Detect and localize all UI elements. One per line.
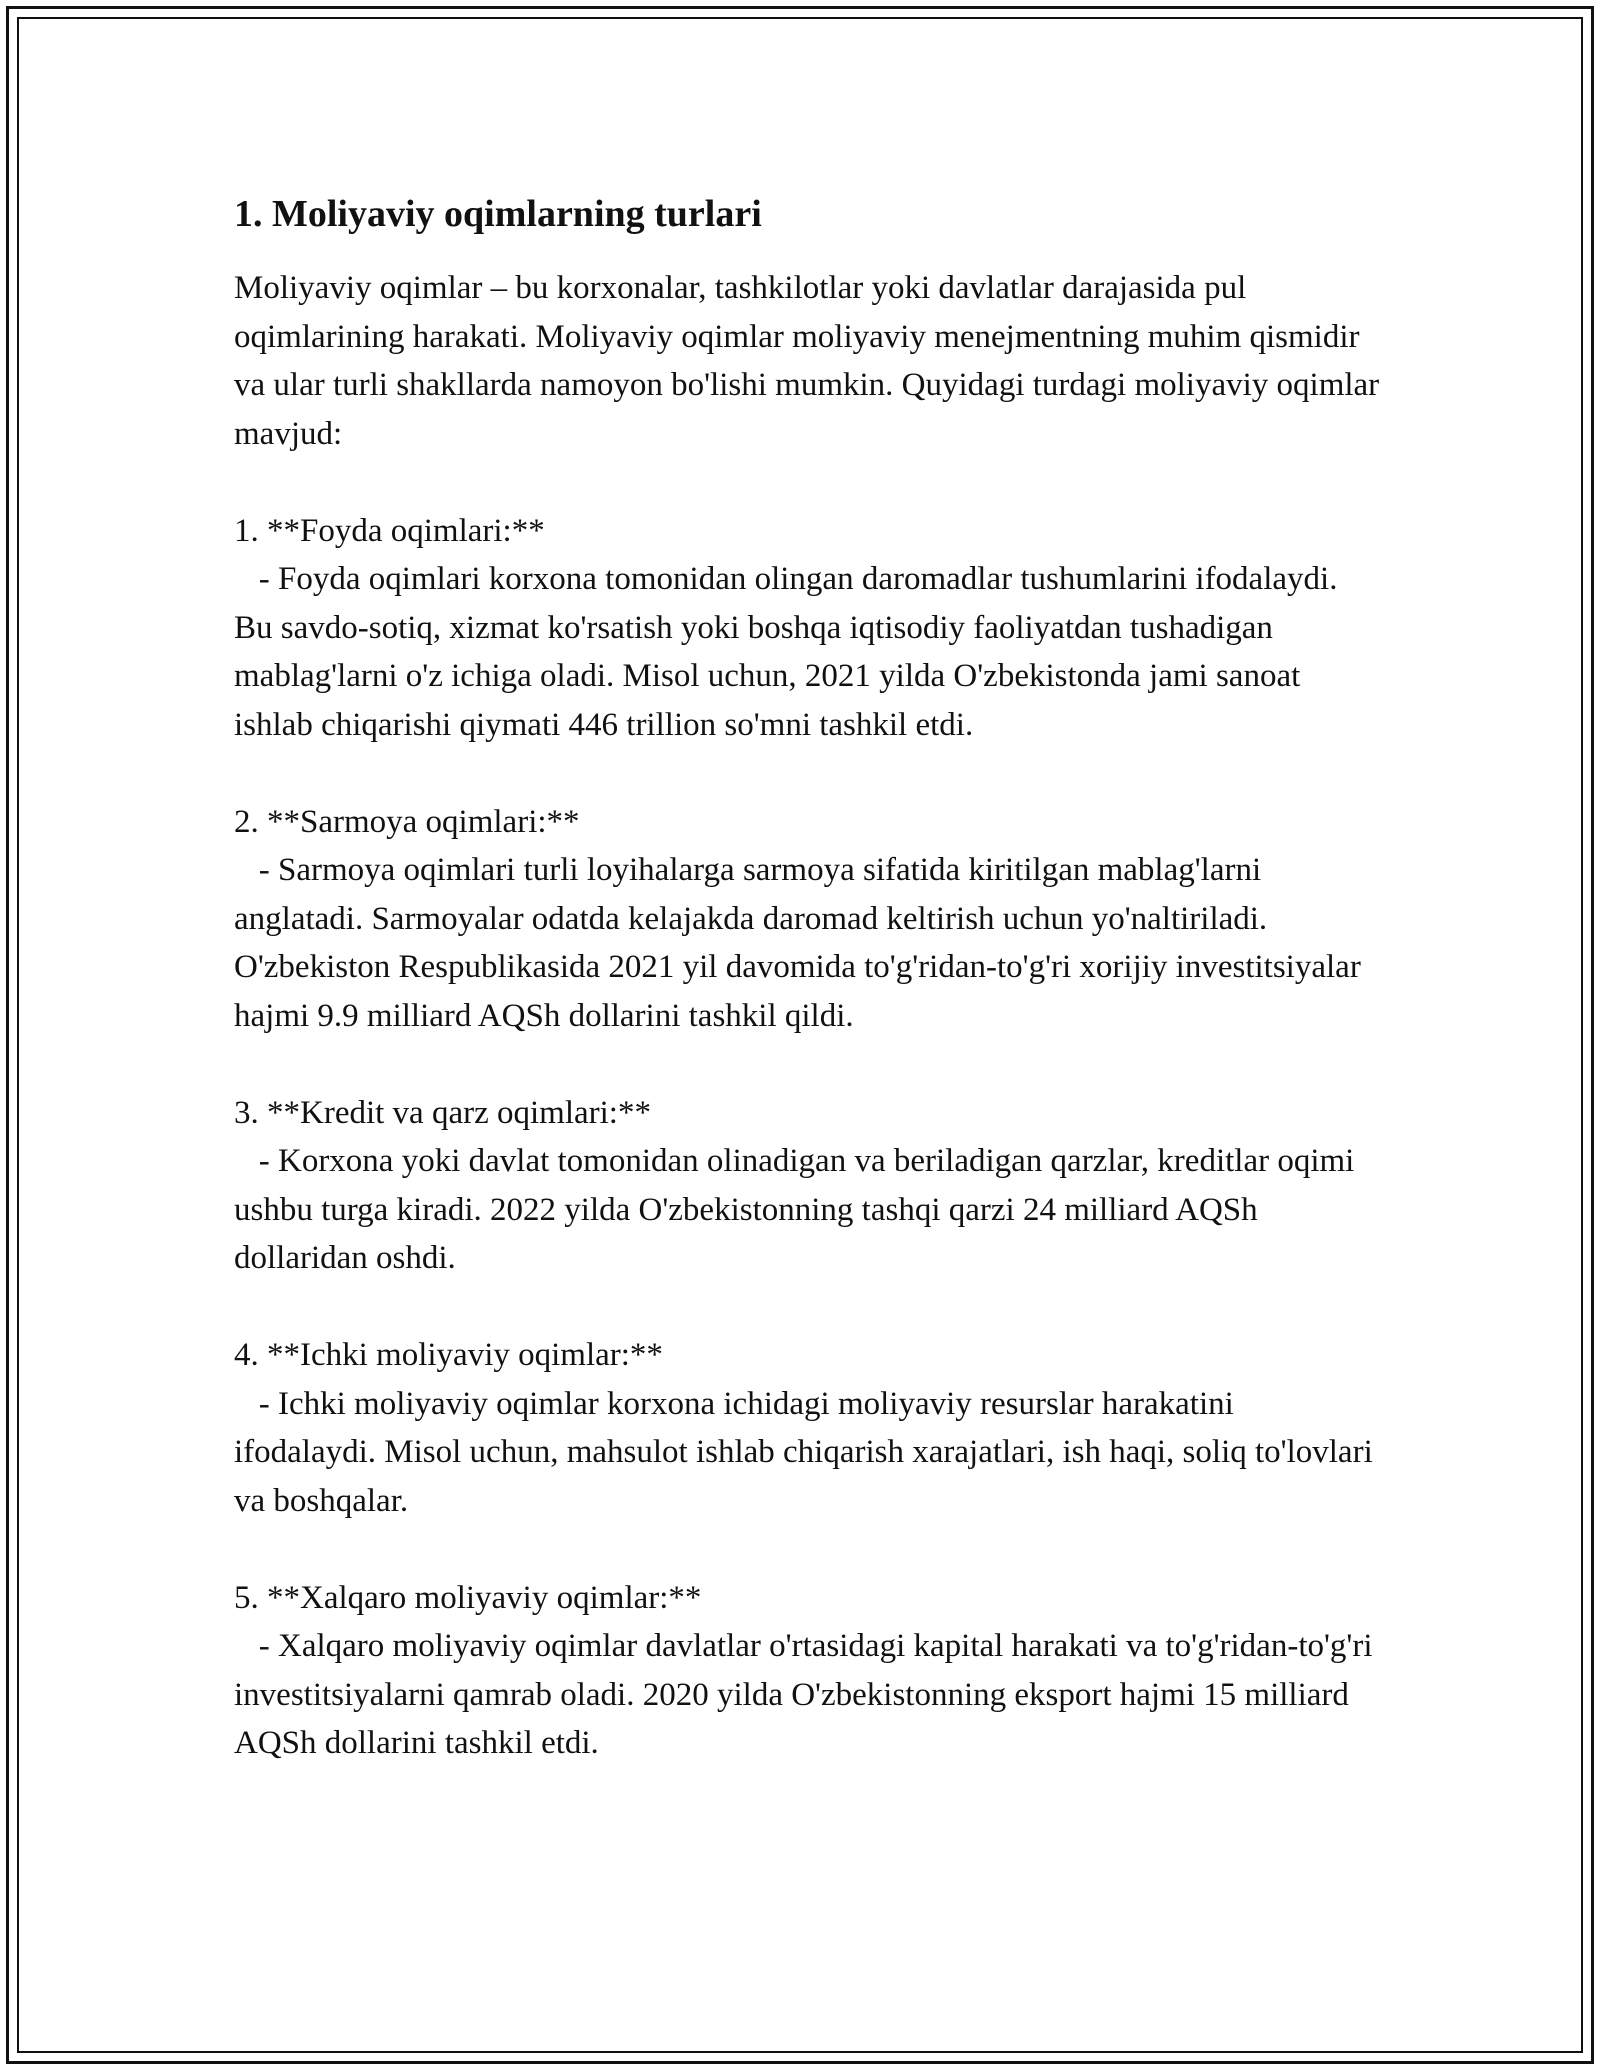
section-body: - Foyda oqimlari korxona tomonidan olingan daromadlar tushumlarini ifodalaydi. Bu savdo-sotiq, xizmat ko'rsatish yoki boshqa iqtisodiy faoliyatdan tushadigan mablag'larni o'z ichiga oladi. Misol uchun, 2021 yilda O'zbekistonda jami sanoat ishlab chiqarishi qiymati 446 trillion so'mni tashkil etdi. [234,561,1346,743]
section-5 [234,1574,1384,1768]
document-content [234,186,1388,1768]
section-body: - Ichki moliyaviy oqimlar korxona ichidagi moliyaviy resurslar harakatini ifodalaydi. Misol uchun, mahsulot ishlab chiqarish xarajatlari, ish haqi, soliq to'lovlari va boshqalar. [234,1385,1381,1519]
section-body: - Xalqaro moliyaviy oqimlar davlatlar o'rtasidagi kapital harakati va to'g'ridan-to'g'ri investitsiyalarni qamrab oladi. 2020 yilda O'zbekistonning eksport hajmi 15 milliard AQSh dollarini tashkil etdi. [234,1628,1381,1761]
section-heading: 1. **Foyda oqimlari:** [234,512,545,549]
section-4 [234,1331,1384,1525]
section-heading: 2. **Sarmoya oqimlari:** [234,803,580,840]
section-body: - Sarmoya oqimlari turli loyihalarga sarmoya sifatida kiritilgan mablag'larni anglatadi. Sarmoyalar odatda kelajakda daromad keltirish uchun yo'naltiriladi. O'zbekiston Respublikasida 2021 yil davomida to'g'ridan-to'g'ri xorijiy investitsiyalar hajmi 9.9 milliard AQSh dollarini tashkil qildi. [234,852,1370,1034]
section-1 [234,507,1384,750]
section-3 [234,1089,1384,1283]
section-2 [234,798,1384,1041]
intro-paragraph: Moliyaviy oqimlar – bu korxonalar, tashkilotlar yoki davlatlar darajasida pul oqimlarining harakati. Moliyaviy oqimlar moliyaviy menejmentning muhim qismidir va ular turli shakllarda namoyon bo'lishi mumkin. Quyidagi turdagi moliyaviy oqimlar mavjud: [234,270,1388,452]
section-heading: 4. **Ichki moliyaviy oqimlar:** [234,1337,663,1373]
section-body: - Korxona yoki davlat tomonidan olinadigan va beriladigan qarzlar, kreditlar oqimi ushbu turga kiradi. 2022 yilda O'zbekistonning tashqi qarzi 24 milliard AQSh dollaridan oshdi. [234,1143,1363,1276]
section-heading: 5. **Xalqaro moliyaviy oqimlar:** [234,1579,702,1616]
section-heading: 3. **Kredit va qarz oqimlari:** [234,1094,651,1131]
document-title: 1. Moliyaviy oqimlarning turlari [234,193,762,235]
